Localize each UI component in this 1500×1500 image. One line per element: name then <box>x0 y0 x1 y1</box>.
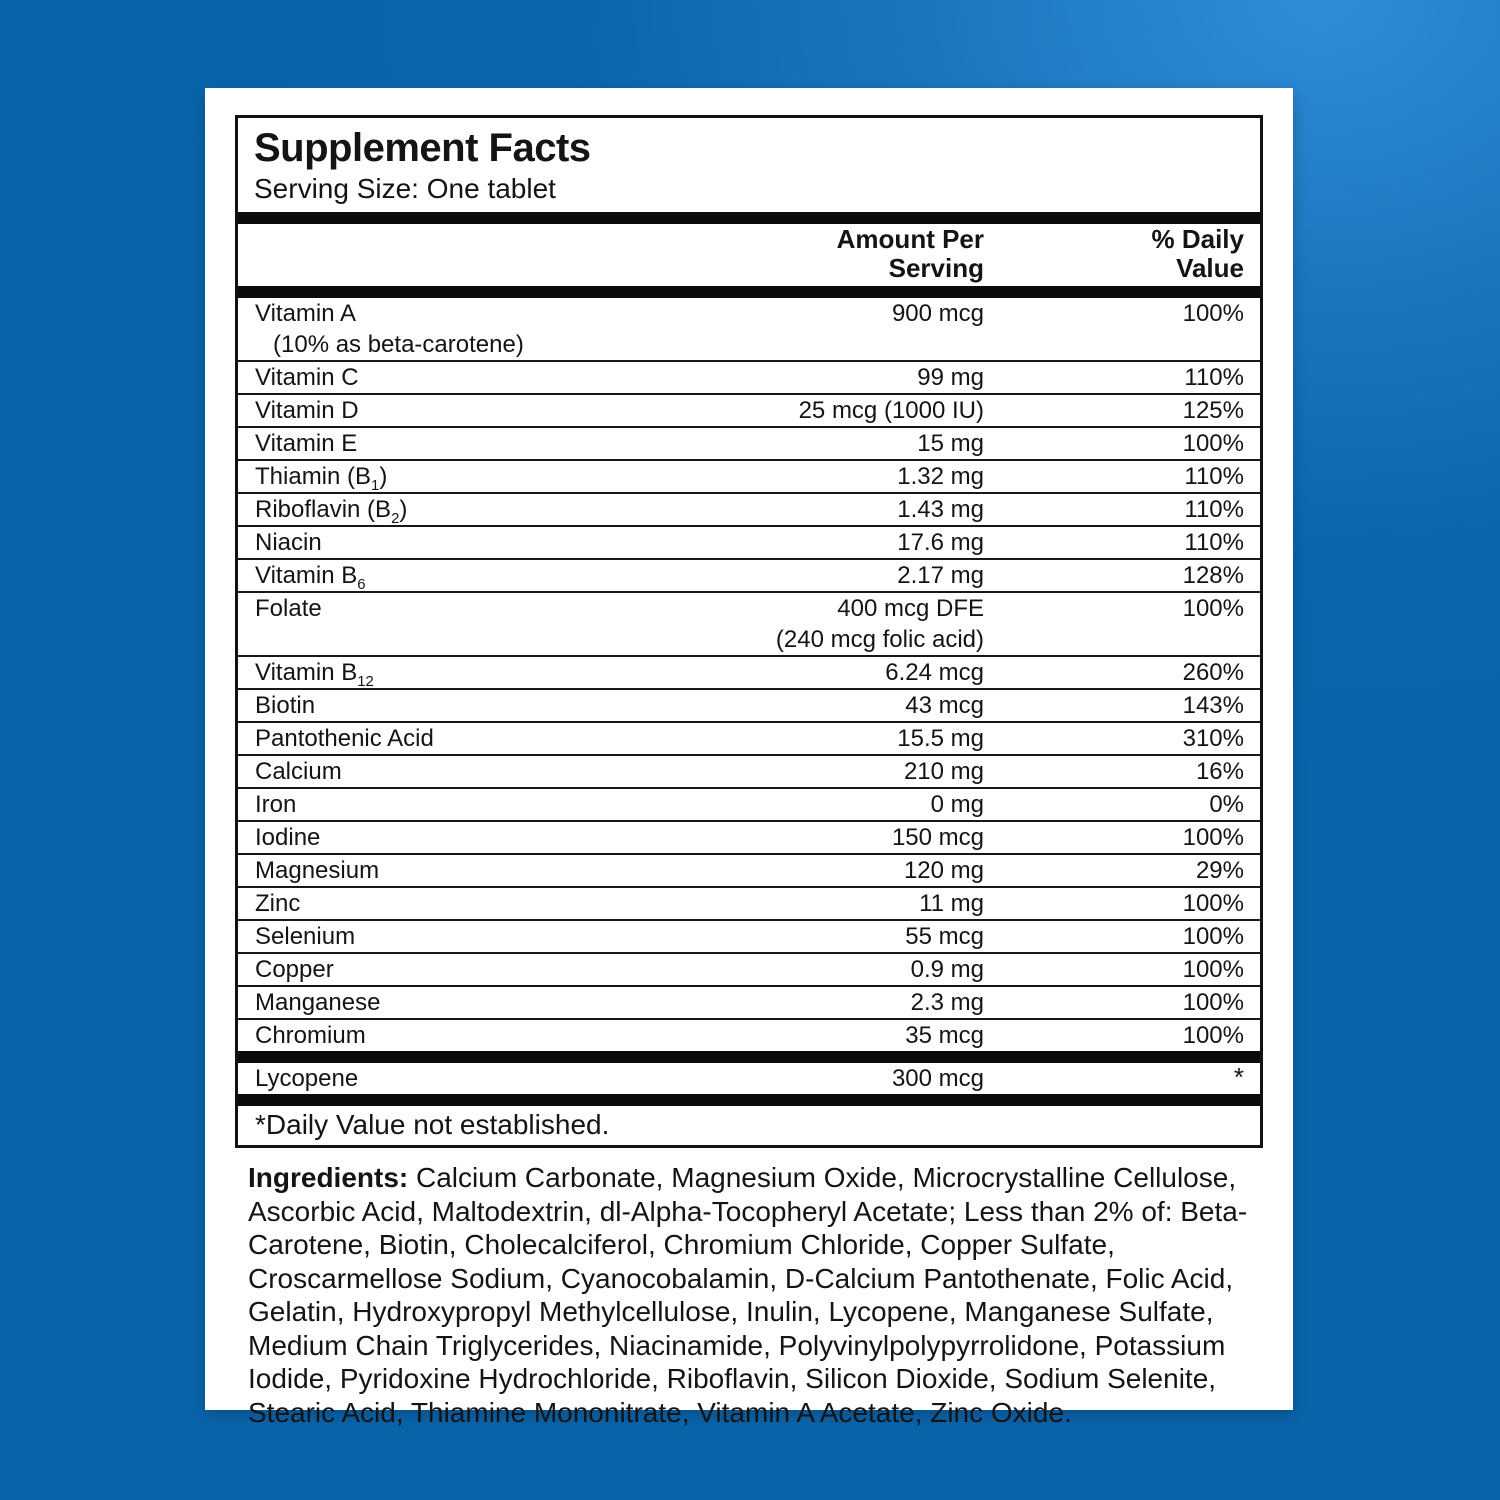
nutrient-name: Manganese <box>255 989 381 1016</box>
nutrient-amount: 300 mcg <box>891 1065 984 1092</box>
table-row <box>238 393 1260 426</box>
table-row <box>238 1063 1260 1094</box>
nutrient-amount: 6.24 mcg <box>885 659 984 686</box>
nutrient-daily-value: 143% <box>1182 692 1244 719</box>
nutrient-amount: 2.3 mg <box>910 989 984 1016</box>
nutrient-name: Iron <box>255 791 297 818</box>
table-row <box>238 655 1260 688</box>
nutrient-name: Thiamin $(B_1)$ <box>255 463 388 494</box>
table-row <box>238 591 1260 655</box>
nutrient-amount: 99 mg <box>917 364 984 391</box>
page-title: Supplement Facts <box>254 126 591 170</box>
table-row <box>238 459 1260 492</box>
nutrient-name: Pantothenic Acid <box>255 725 434 752</box>
supplement-facts-panel <box>235 115 1263 1148</box>
table-row <box>238 853 1260 886</box>
header-amount-per-serving: Amount Per Serving <box>836 224 984 283</box>
nutrient-name: Chromium <box>255 1022 366 1049</box>
nutrient-name: Copper <box>255 956 334 983</box>
table-row <box>238 525 1260 558</box>
table-row <box>238 492 1260 525</box>
table-row <box>238 721 1260 754</box>
table-row <box>238 688 1260 721</box>
nutrient-daily-value: 128% <box>1182 562 1244 589</box>
nutrient-daily-value: 29% <box>1195 857 1244 884</box>
nutrient-daily-value: * <box>1233 1062 1244 1092</box>
table-row <box>238 787 1260 820</box>
nutrient-amount: 400 mcg DFE (240 mcg folic acid) <box>775 595 984 653</box>
nutrient-amount: 2.17 mg <box>897 562 984 589</box>
nutrient-daily-value: 100% <box>1182 1022 1244 1049</box>
table-header <box>238 224 1260 286</box>
nutrient-amount: 17.6 mg <box>897 529 984 556</box>
nutrient-daily-value: 100% <box>1182 956 1244 983</box>
nutrient-name: Zinc <box>255 890 301 917</box>
nutrient-daily-value: 110% <box>1184 529 1244 556</box>
table-row <box>238 298 1260 360</box>
nutrient-name: Folate <box>255 595 322 622</box>
nutrient-name: Vitamin C <box>255 364 359 391</box>
nutrient-daily-value: 310% <box>1182 725 1244 752</box>
nutrient-name: Lycopene <box>255 1065 359 1092</box>
nutrient-name: Selenium <box>255 923 356 950</box>
nutrient-name: Vitamin A (10% as beta-carotene) <box>255 300 524 358</box>
nutrient-rows <box>238 298 1260 1051</box>
nutrient-daily-value: 100% <box>1182 890 1244 917</box>
daily-value-footnote: *Daily Value not established. <box>255 1109 610 1140</box>
nutrient-amount: 43 mcg <box>905 692 984 719</box>
table-row <box>238 360 1260 393</box>
nutrient-name: Biotin <box>255 692 316 719</box>
title-block <box>238 118 1260 212</box>
thick-divider-top <box>238 212 1260 224</box>
nutrient-daily-value: 260% <box>1182 659 1244 686</box>
nutrient-daily-value: 100% <box>1182 923 1244 950</box>
table-row <box>238 558 1260 591</box>
nutrient-amount: 120 mg <box>903 857 984 884</box>
nutrient-name: Magnesium <box>255 857 380 884</box>
nutrient-amount: 150 mcg <box>891 824 984 851</box>
nutrient-daily-value: 100% <box>1182 300 1244 327</box>
thick-divider-header <box>238 286 1260 298</box>
header-spacer <box>238 225 707 283</box>
table-row <box>238 886 1260 919</box>
nutrient-daily-value: 110% <box>1184 496 1244 523</box>
nutrient-amount: 1.43 mg <box>897 496 984 523</box>
ingredients-label: Ingredients: <box>248 1162 409 1193</box>
nutrient-daily-value: 100% <box>1182 595 1244 622</box>
thick-divider-other <box>238 1051 1260 1063</box>
nutrient-name: Riboflavin $(B_2)$ <box>255 496 408 527</box>
nutrient-name: Vitamin $B_{12}$ <box>255 659 374 690</box>
nutrient-daily-value: 0% <box>1209 791 1244 818</box>
nutrient-amount: 35 mcg <box>905 1022 984 1049</box>
nutrient-daily-value: 110% <box>1184 364 1244 391</box>
table-row <box>238 754 1260 787</box>
nutrient-amount: 900 mcg <box>891 300 984 327</box>
ingredients-paragraph <box>248 1161 1257 1429</box>
nutrient-name: Vitamin E <box>255 430 358 457</box>
ingredients-text: Calcium Carbonate, Magnesium Oxide, Microcrystalline Cellulose, Ascorbic Acid, Maltodextrin, dl-Alpha-Tocopheryl Acetate; Less than 2% of: Beta-Carotene, Biotin, Cholecalciferol, Chromium Chloride, Copper Sulfate, Croscarmellose Sodium, Cyanocobalamin, D-Calcium Pantothenate, Folic Acid, Gelatin, Hydroxypropyl Methylcellulose, Inulin, Lycopene, Manganese Sulfate, Medium Chain Triglycerides, Niacinamide, Polyvinylpolypyrrolidone, Potassium Iodide, Pyridoxine Hydrochloride, Riboflavin, Silicon Dioxide, Sodium Selenite, Stearic Acid, Thiamine Mononitrate, Vitamin A Acetate, Zinc Oxide. <box>248 1162 1248 1428</box>
nutrient-amount: 0.9 mg <box>910 956 984 983</box>
nutrient-name: Vitamin $B_6$ <box>255 562 366 593</box>
nutrient-name: Iodine <box>255 824 321 851</box>
nutrient-daily-value: 16% <box>1195 758 1244 785</box>
table-row <box>238 985 1260 1018</box>
table-row <box>238 1018 1260 1051</box>
nutrient-amount: 25 mcg (1000 IU) <box>798 397 984 424</box>
nutrient-daily-value: 100% <box>1182 430 1244 457</box>
nutrient-daily-value: 125% <box>1182 397 1244 424</box>
nutrient-amount: 0 mg <box>930 791 984 818</box>
thick-divider-footnote <box>238 1094 1260 1106</box>
nutrient-amount: 15 mg <box>917 430 984 457</box>
nutrient-amount: 1.32 mg <box>897 463 984 490</box>
header-daily-value: % Daily Value <box>1151 224 1244 283</box>
table-row <box>238 919 1260 952</box>
nutrient-name: Vitamin D <box>255 397 359 424</box>
nutrient-daily-value: 110% <box>1184 463 1244 490</box>
nutrient-amount: 55 mcg <box>905 923 984 950</box>
table-row <box>238 952 1260 985</box>
nutrient-name: Niacin <box>255 529 322 556</box>
nutrient-daily-value: 100% <box>1182 989 1244 1016</box>
other-ingredient-rows <box>238 1063 1260 1094</box>
supplement-label <box>205 88 1293 1428</box>
nutrient-daily-value: 100% <box>1182 824 1244 851</box>
table-row <box>238 426 1260 459</box>
nutrient-amount: 15.5 mg <box>897 725 984 752</box>
table-row <box>238 820 1260 853</box>
nutrient-name: Calcium <box>255 758 342 785</box>
nutrient-amount: 11 mg <box>919 890 984 917</box>
serving-size-text: Serving Size: One tablet <box>254 173 556 204</box>
nutrient-amount: 210 mg <box>903 758 984 785</box>
